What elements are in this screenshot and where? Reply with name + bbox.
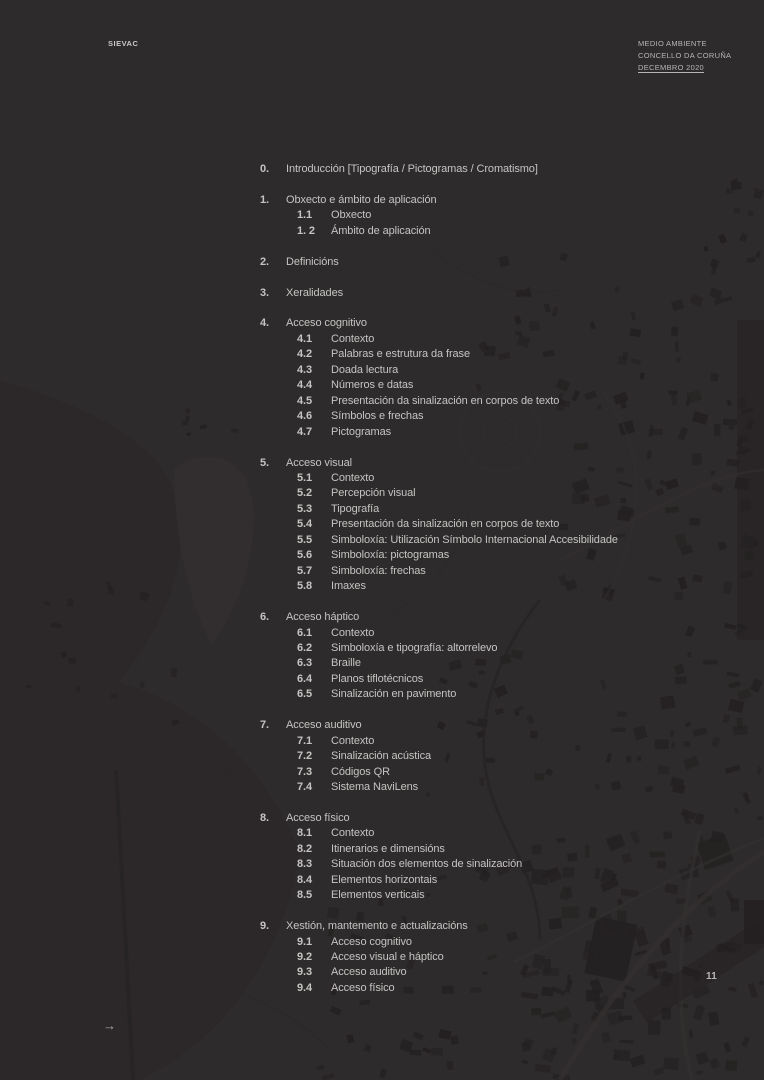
toc-subentry <box>260 672 742 687</box>
toc-subentry <box>260 857 742 872</box>
toc-number: 2. <box>260 255 269 268</box>
toc-label: Contexto <box>331 734 375 747</box>
toc-subentry <box>260 363 742 378</box>
toc-number: 8.5 <box>297 889 312 902</box>
toc-number: 4.6 <box>297 410 312 423</box>
toc-label: Doada lectura <box>331 363 399 376</box>
toc-label: Acceso auditivo <box>331 966 407 979</box>
map-land-shape <box>174 457 253 644</box>
brand-logo: SIEVAC <box>108 39 139 48</box>
toc-subentry <box>260 749 742 764</box>
map-water-shape <box>0 380 300 1080</box>
toc-subentry <box>260 409 742 424</box>
toc-label: Imaxes <box>331 580 366 593</box>
toc-number: 4.4 <box>297 379 312 392</box>
toc-entry <box>260 811 742 826</box>
toc-label: Itinerarios e dimensións <box>331 842 445 855</box>
toc-label: Xeralidades <box>286 286 343 299</box>
toc-label: Acceso visual e háptico <box>331 950 444 963</box>
toc-section <box>260 919 742 996</box>
toc-number: 4.2 <box>297 348 312 361</box>
toc-number: 8.3 <box>297 858 312 871</box>
toc-label: Obxecto e ámbito de aplicación <box>286 193 437 206</box>
toc-label: Elementos verticais <box>331 889 425 902</box>
toc-number: 7. <box>260 719 269 732</box>
toc-number: 5.2 <box>297 487 312 500</box>
toc-label: Simboloxía: Utilización Símbolo Internacional Accesibilidade <box>331 533 618 546</box>
toc-number: 7.3 <box>297 765 312 778</box>
toc-subentry <box>260 842 742 857</box>
toc-number: 6.3 <box>297 657 312 670</box>
toc-entry <box>260 193 742 208</box>
toc-subentry <box>260 486 742 501</box>
toc-section <box>260 718 742 795</box>
toc-number: 4. <box>260 317 269 330</box>
toc-label: Acceso auditivo <box>286 719 362 732</box>
toc-number: 9.3 <box>297 966 312 979</box>
toc-number: 5.3 <box>297 502 312 515</box>
toc-label: Percepción visual <box>331 487 416 500</box>
toc-number: 4.1 <box>297 332 312 345</box>
toc-number: 5.1 <box>297 471 312 484</box>
toc-label: Definicións <box>286 255 339 268</box>
toc-label: Planos tiflotécnicos <box>331 672 424 685</box>
toc-label: Pictogramas <box>331 425 392 438</box>
toc-subentry <box>260 564 742 579</box>
toc-label: Acceso háptico <box>286 611 360 624</box>
toc-section <box>260 193 742 239</box>
toc-section <box>260 255 742 270</box>
toc-label: Elementos horizontais <box>331 873 438 886</box>
toc-number: 6. <box>260 611 269 624</box>
toc-label: Sinalización en pavimento <box>331 688 457 701</box>
toc-number: 7.1 <box>297 734 312 747</box>
toc-label: Acceso cognitivo <box>286 317 367 330</box>
toc-label: Presentación da sinalización en corpos de texto <box>331 394 560 407</box>
toc-number: 8.4 <box>297 873 312 886</box>
toc-number: 5.5 <box>297 533 312 546</box>
toc-subentry <box>260 548 742 563</box>
toc-label: Simboloxía: frechas <box>331 564 426 577</box>
toc-label: Sinalización acústica <box>331 750 432 763</box>
toc-section <box>260 316 742 440</box>
toc-number: 5.6 <box>297 549 312 562</box>
toc-label: Códigos QR <box>331 765 390 778</box>
toc-subentry <box>260 471 742 486</box>
header-date: DECEMBRO 2020 <box>638 63 705 72</box>
toc-label: Acceso cognitivo <box>331 935 412 948</box>
toc-subentry <box>260 332 742 347</box>
toc-number: 5.7 <box>297 564 312 577</box>
toc-number: 6.2 <box>297 641 312 654</box>
toc-entry <box>260 456 742 471</box>
toc-subentry <box>260 965 742 980</box>
toc-number: 9.1 <box>297 935 312 948</box>
toc-entry <box>260 610 742 625</box>
toc-subentry <box>260 579 742 594</box>
toc-number: 4.5 <box>297 394 312 407</box>
toc-label: Acceso físico <box>286 811 350 824</box>
toc-number: 8. <box>260 811 269 824</box>
toc-subentry <box>260 656 742 671</box>
next-page-arrow-icon: → <box>103 1018 116 1033</box>
toc-section <box>260 162 742 177</box>
toc-label: Palabras e estrutura da frase <box>331 348 470 361</box>
toc-subentry <box>260 981 742 996</box>
toc-label: Contexto <box>331 626 375 639</box>
toc-number: 5. <box>260 456 269 469</box>
toc-number: 9.4 <box>297 981 312 994</box>
toc-subentry <box>260 888 742 903</box>
toc-label: Situación dos elementos de sinalización <box>331 858 523 871</box>
toc-subentry <box>260 208 742 223</box>
toc-entry <box>260 162 742 177</box>
toc-number: 5.4 <box>297 518 312 531</box>
toc-subentry <box>260 765 742 780</box>
toc-subentry <box>260 224 742 239</box>
toc-subentry <box>260 425 742 440</box>
toc-label: Simboloxía e tipografía: altorrelevo <box>331 641 498 654</box>
header-department: MEDIO AMBIENTE <box>638 39 707 48</box>
toc-subentry <box>260 734 742 749</box>
toc-entry <box>260 255 742 270</box>
toc-label: Introducción [Tipografía / Pictogramas / Cromatismo] <box>286 163 538 175</box>
toc-section <box>260 811 742 904</box>
toc-subentry <box>260 641 742 656</box>
toc-section <box>260 286 742 301</box>
toc-label: Contexto <box>331 827 375 840</box>
page-number: 11 <box>706 971 718 982</box>
toc-subentry <box>260 687 742 702</box>
table-of-contents <box>260 162 742 996</box>
toc-section <box>260 610 742 703</box>
toc-number: 5.8 <box>297 580 312 593</box>
toc-subentry <box>260 533 742 548</box>
toc-label: Obxecto <box>331 209 372 222</box>
toc-number: 8.2 <box>297 842 312 855</box>
header-organization: CONCELLO DA CORUÑA <box>638 51 732 60</box>
toc-number: 6.1 <box>297 626 312 639</box>
toc-label: Braille <box>331 657 361 670</box>
toc-entry <box>260 316 742 331</box>
toc-label: Presentación da sinalización en corpos de texto <box>331 518 560 531</box>
toc-label: Símbolos e frechas <box>331 410 424 423</box>
toc-subentry <box>260 873 742 888</box>
toc-label: Contexto <box>331 332 375 345</box>
toc-number: 6.4 <box>297 672 312 685</box>
toc-label: Simboloxía: pictogramas <box>331 549 450 562</box>
toc-subentry <box>260 935 742 950</box>
toc-number: 0. <box>260 163 269 175</box>
toc-subentry <box>260 780 742 795</box>
toc-number: 1. <box>260 193 269 206</box>
toc-number: 1. 2 <box>297 224 315 237</box>
toc-label: Acceso físico <box>331 981 395 994</box>
toc-section <box>260 456 742 595</box>
toc-number: 6.5 <box>297 688 312 701</box>
toc-subentry <box>260 950 742 965</box>
toc-label: Acceso visual <box>286 456 352 469</box>
toc-label: Sistema NaviLens <box>331 781 419 794</box>
toc-subentry <box>260 347 742 362</box>
toc-entry <box>260 718 742 733</box>
toc-number: 8.1 <box>297 827 312 840</box>
toc-number: 9.2 <box>297 950 312 963</box>
toc-label: Números e datas <box>331 379 414 392</box>
toc-subentry <box>260 626 742 641</box>
toc-subentry <box>260 378 742 393</box>
toc-label: Contexto <box>331 471 375 484</box>
toc-label: Tipografía <box>331 502 380 515</box>
toc-number: 1.1 <box>297 209 312 222</box>
toc-number: 4.3 <box>297 363 312 376</box>
toc-entry <box>260 286 742 301</box>
toc-number: 7.2 <box>297 750 312 763</box>
toc-subentry <box>260 517 742 532</box>
toc-subentry <box>260 502 742 517</box>
header-meta <box>638 38 731 74</box>
toc-number: 3. <box>260 286 269 299</box>
toc-label: Xestión, mantemento e actualizacións <box>286 920 468 933</box>
toc-subentry <box>260 826 742 841</box>
toc-subentry <box>260 394 742 409</box>
toc-number: 7.4 <box>297 781 312 794</box>
toc-number: 9. <box>260 920 269 933</box>
toc-entry <box>260 919 742 934</box>
toc-label: Ámbito de aplicación <box>331 224 431 237</box>
toc-number: 4.7 <box>297 425 312 438</box>
